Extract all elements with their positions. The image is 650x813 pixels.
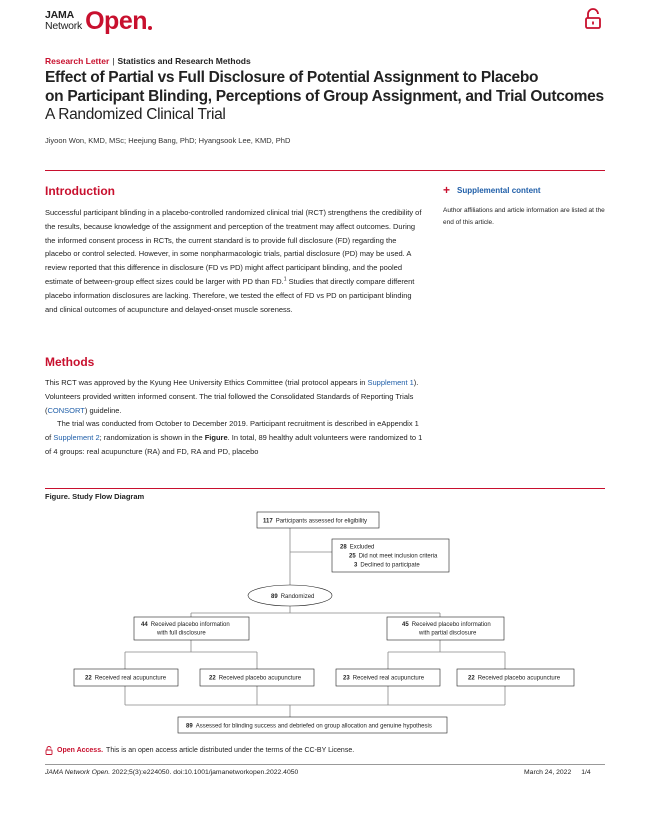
open-access-label: Open Access. <box>57 747 104 754</box>
supplemental-label: Supplemental content <box>457 185 541 195</box>
excluded-declined-text: 3 Declined to participate <box>354 562 420 569</box>
logo-line2: Network <box>45 20 83 32</box>
logo-small-text <box>45 10 82 32</box>
arm-text: 22 Received placebo acupuncture <box>468 675 561 682</box>
intro-text: Successful participant blinding in a placebo-controlled randomized clinical trial (RCT) strengthens the credibility of the results, because knowledge of the assignment and perception of the treatment may affect outcomes. During the informed consent process in RCTs, the current standard is to provide full disclosure (FD) regarding the placebo or control selected. However, in some nonpharmacologic trials, partial disclosure (PD) may be used. A review reported that this difference in disclosure (FD vs PD) might affect participant blinding, and the pooled estimate of between-group effect sizes could be larger with PD than FD. <box>45 208 422 286</box>
title-line: on Participant Blinding, Perceptions of Group Assignment, and Trial Outcomes <box>45 87 604 105</box>
excluded-criteria-text: 25 Did not meet inclusion criteria <box>349 553 438 560</box>
title-line: A Randomized Clinical Trial <box>45 106 226 123</box>
plus-icon: + <box>443 183 451 197</box>
category-separator: | <box>112 56 115 66</box>
methods-heading: Methods <box>45 355 95 369</box>
methods-text: ; randomization is shown in the <box>99 433 205 443</box>
title-line: Effect of Partial vs Full Disclosure of Potential Assignment to Placebo <box>45 69 539 86</box>
partial-disclosure-text-2: with partial disclosure <box>419 630 477 637</box>
final-assessment-text: 89 Assessed for blinding success and debriefed on group allocation and genuine hypothesis <box>186 723 432 730</box>
citation-doi[interactable]: 2022;5(3):e224050. doi:10.1001/jamanetworkopen.2022.4050 <box>112 769 299 776</box>
randomized-text: 89 Randomized <box>271 594 315 600</box>
publication-date: March 24, 2022 <box>524 769 572 776</box>
journal-name: JAMA Network Open. <box>45 769 111 776</box>
article-topic: Statistics and Research Methods <box>117 56 251 66</box>
methods-text: The trial was conducted from October to December 2019. Participant recruitment is described in eAppendix 1 of <box>45 419 419 443</box>
arm-text: 22 Received real acupuncture <box>85 675 167 682</box>
footer-citation <box>45 769 298 776</box>
supplement-1-link[interactable]: Supplement 1 <box>367 378 414 387</box>
author-list: Jiyoon Won, KMD, MSc; Heejung Bang, PhD; Hyangsook Lee, KMD, PhD <box>45 136 291 145</box>
partial-disclosure-text-1: 45 Received placebo information <box>402 622 491 628</box>
assessed-text: 117 Participants assessed for eligibility <box>263 518 368 525</box>
affiliation-note: Author affiliations and article information are listed at the end of this article. <box>443 207 605 226</box>
sidebar <box>443 185 608 229</box>
article-category <box>45 56 251 66</box>
journal-logo[interactable] <box>45 7 152 35</box>
article-type: Research Letter <box>45 56 110 66</box>
arm-text: 23 Received real acupuncture <box>343 675 425 682</box>
supplemental-content-link[interactable] <box>443 185 608 195</box>
supplement-2-link[interactable]: Supplement 2 <box>53 433 100 443</box>
figure-title: Figure. Study Flow Diagram <box>45 492 145 501</box>
logo-dot <box>148 26 152 30</box>
logo-line1: JAMA <box>45 9 74 21</box>
methods-text: . In total, 89 healthy adult volunteers were randomized to 1 of 4 groups: real acupuncture (RA) and FD, RA and PD, placebo <box>45 433 423 456</box>
excluded-text: 28 Excluded <box>340 544 375 551</box>
license-text: This is an open access article distributed under the terms of the CC-BY License. <box>106 747 355 754</box>
reference-1[interactable]: 1 <box>283 276 287 283</box>
methods-text: This RCT was approved by the Kyung Hee University Ethics Committee (trial protocol appears in <box>45 378 368 387</box>
full-disclosure-box <box>134 617 249 640</box>
open-lock-icon <box>45 746 53 755</box>
full-disclosure-text-1: 44 Received placebo information <box>141 622 230 628</box>
figure-divider <box>45 488 605 489</box>
header-divider <box>45 170 605 171</box>
methods-text: ) guideline. <box>84 405 122 415</box>
arm-text: 22 Received placebo acupuncture <box>209 675 302 682</box>
open-lock-icon[interactable] <box>583 8 603 30</box>
logo-open: Open <box>85 7 148 35</box>
study-flow-diagram <box>45 500 605 740</box>
page-number: 1/4 <box>581 769 591 776</box>
introduction-body <box>45 206 423 316</box>
full-disclosure-text-2: with full disclosure <box>157 630 206 637</box>
introduction-heading: Introduction <box>45 184 115 198</box>
figure-ref[interactable]: Figure <box>204 433 228 443</box>
footer-meta <box>524 769 591 776</box>
article-title <box>45 69 605 125</box>
partial-disclosure-box <box>387 617 504 640</box>
intro-text-cont: Studies that directly compare different placebo information disclosures are lacking. Therefore, we tested the effect of FD vs PD on participant blinding and clinical outcomes of acupuncture and delayed-onset muscle soreness. <box>45 276 415 314</box>
methods-body <box>45 376 423 459</box>
footer-divider <box>45 764 605 765</box>
consort-link[interactable]: CONSORT <box>47 405 85 415</box>
methods-text: ). Volunteers provided written informed consent. The trial followed the Consolidated Standards of Reporting Trials ( <box>45 378 419 415</box>
open-access-notice <box>45 746 354 755</box>
